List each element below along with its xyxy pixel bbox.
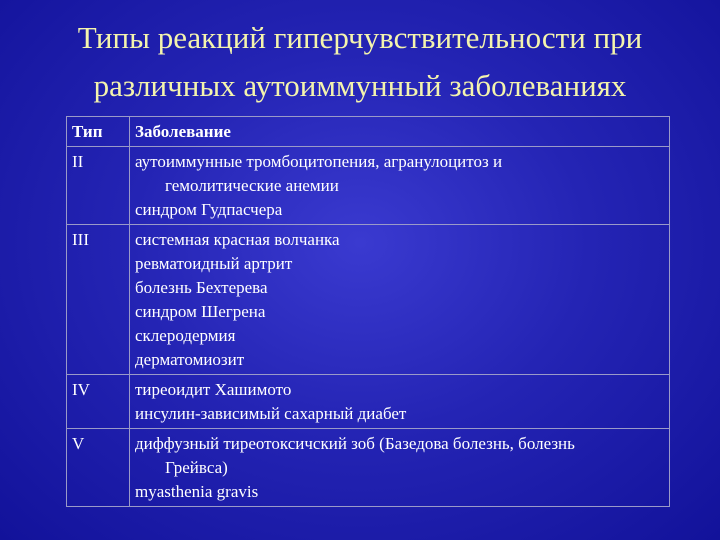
row-disease-cell	[130, 429, 670, 507]
disease-line: синдром Гудпасчера	[135, 200, 283, 219]
disease-line: инсулин-зависимый сахарный диабет	[135, 404, 407, 423]
slide-title-line-2: различных аутоиммунный заболеваниях	[93, 68, 627, 103]
disease-line: болезнь Бехтерева	[135, 278, 268, 297]
row-disease-cell	[130, 147, 670, 225]
row-disease-cell	[130, 225, 670, 375]
row-type-cell: IV	[67, 375, 130, 429]
header-disease: Заболевание	[130, 117, 670, 147]
disease-line: Грейвса)	[165, 458, 228, 477]
disease-line: синдром Шегрена	[135, 302, 266, 321]
disease-table	[66, 116, 670, 507]
disease-line: аутоиммунные тромбоцитопения, агранулоцитоз и	[135, 152, 503, 171]
table-row	[67, 147, 670, 225]
row-type-cell: III	[67, 225, 130, 375]
disease-line: тиреоидит Хашимото	[135, 380, 292, 399]
slide-title	[0, 14, 720, 110]
disease-line: системная красная волчанка	[135, 230, 340, 249]
disease-line: склеродермия	[135, 326, 236, 345]
disease-line: myasthenia gravis	[135, 482, 259, 501]
table-row	[67, 375, 670, 429]
disease-line: дерматомиозит	[135, 350, 245, 369]
row-type-cell: V	[67, 429, 130, 507]
table-row	[67, 429, 670, 507]
disease-line: ревматоидный артрит	[135, 254, 293, 273]
header-type: Тип	[67, 117, 130, 147]
table-header-row	[67, 117, 670, 147]
disease-line: гемолитические анемии	[165, 176, 339, 195]
row-disease-cell	[130, 375, 670, 429]
slide-title-line-1: Типы реакций гиперчувствительности при	[77, 20, 643, 55]
table-row	[67, 225, 670, 375]
disease-line: диффузный тиреотоксичский зоб (Базедова болезнь, болезнь	[135, 434, 575, 453]
row-type-cell: II	[67, 147, 130, 225]
